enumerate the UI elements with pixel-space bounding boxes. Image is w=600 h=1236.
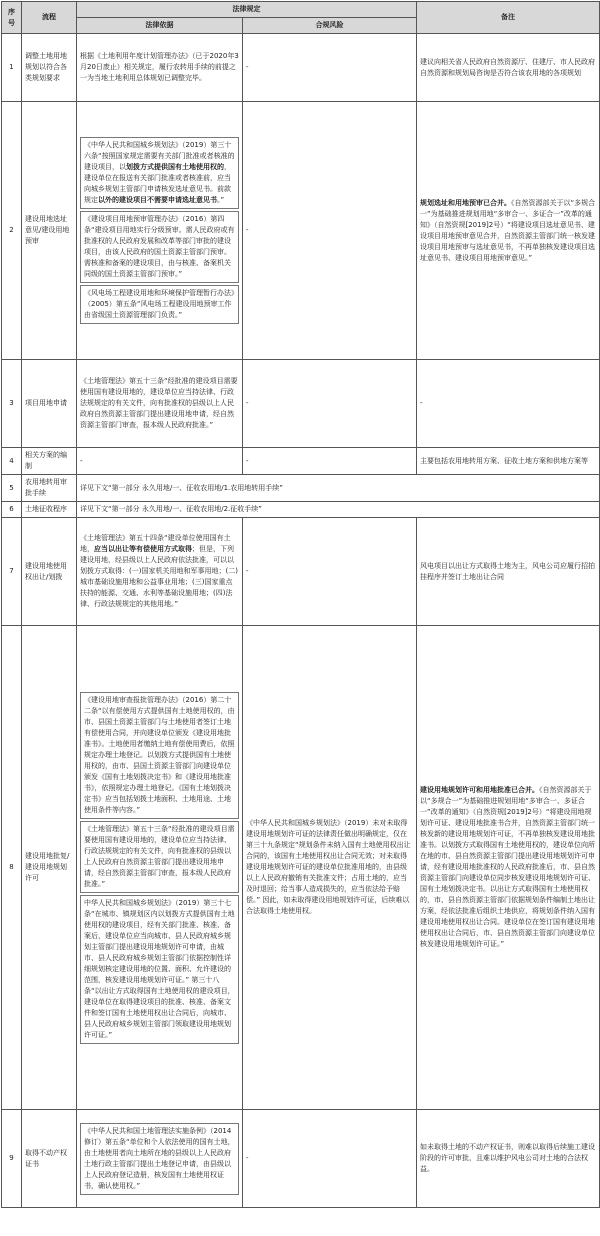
basis-block: 《中华人民共和国城乡规划法》（2019）第三十六条“按照国家规定需要有关部门批准或者核准的建设项目，以划拨方式提供国有土地使用权的，建设单位在报送有关部门批准或者核准前，应当向城乡规划主管部门申请核发选址意见书。前款规定以外的建设项目不需要申请选址意见书。” <box>80 137 239 209</box>
row-basis: 详见下文“第一部分 永久用地/一、征收农用地/1.农用地转用手续” <box>77 475 600 502</box>
row-risk: - <box>243 102 417 360</box>
row-process: 项目用地申请 <box>22 360 77 448</box>
row-process: 建设用地选址意见/建设用地预审 <box>22 102 77 360</box>
basis-block: 中华人民共和国城乡规划法》（2019）第三十七条“在城市、镇规划区内以划拨方式提供国有土地使用权的建设项目，经有关部门批准、核准、备案后，建设单位应当向城市、县人民政府城乡规划主管部门提出建设用地规划许可申请，由城市、县人民政府城乡规划主管部门依据控制性详细规划核定建设用地的位置、面积、允许建设的范围，核发建设用地规划许可证。” 第三十八条“以出让方式取得国有土地使用权的建设项目，建设单位在取得建设项目的批准、核准、备案文件和签订国有土地使用权出让合同后，向城市、县人民政府城乡规划主管部门领取建设用地规划许可证。” <box>80 895 239 1044</box>
row-basis: 《土地管理法》第五十三条“经批准的建设项目需要使用国有建设用地的，建设单位应当持法律、行政法规规定的有关文件，向有批准权的县级以上人民政府自然资源主管部门提出建设用地申请，经自然资源主管部门审查，报本级人民政府批准。” <box>77 360 243 448</box>
row-risk: - <box>243 518 417 626</box>
row-remark: - <box>417 360 600 448</box>
table-row <box>2 102 600 360</box>
row-remark: 风电项目以出让方式取得土地为主，风电公司应履行招拍挂程序并签订土地出让合同 <box>417 518 600 626</box>
row-basis: - <box>77 448 243 475</box>
row-number: 1 <box>2 34 22 102</box>
row-number: 5 <box>2 475 22 502</box>
row-risk: 《中华人民共和国城乡规划法》（2019）未对未取得建设用地规划许可证的法律责任做出明确规定，仅在第三十九条规定“规划条件未纳入国有土地使用权出让合同的，该国有土地使用权出让合同无效；对未取得建设用地规划许可证的建设单位批准用地的，由县级以上人民政府撤销有关批准文件；占用土地的，应当及时退回；给当事人造成损失的，应当依法给予赔偿。” 因此，如未取得建设用地规划许可证，后续难以合法取得土地使用权。 <box>243 626 417 1110</box>
row-number: 3 <box>2 360 22 448</box>
row-number: 7 <box>2 518 22 626</box>
row-number: 8 <box>2 626 22 1110</box>
row-basis: 详见下文“第一部分 永久用地/一、征收农用地/2.征收手续” <box>77 502 600 518</box>
header-basis: 法律依据 <box>77 18 243 34</box>
basis-block: 《中华人民共和国土地管理法实施条例》（2014修订）第五条“单位和个人依法使用的国有土地，由土地使用者向土地所在地的县级以上人民政府土地行政主管部门提出土地登记申请，由县级以上人民政府登记造册，核发国有土地使用权证书，确认使用权。” <box>80 1123 239 1195</box>
row-remark: 规划选址和用地预审已合并。《自然资源部关于以“多规合一”为基础推进规划用地“多审合一、多证合一”改革的通知》（自然资规[2019]2号）“将建设项目选址意见书、建设项目用地预审意见合并，自然资源主管部门统一核发建设项目用地预审与选址意见书，不再单独核发建设项目选址意见书、建设项目用地预审意见。” <box>417 102 600 360</box>
row-process: 调整土地用地规划以符合各类规划要求 <box>22 34 77 102</box>
row-remark: 建设用地规划许可和用地批准已合并。《自然资源部关于以“多规合一”为基础推进规划用地“多审合一、多证合一”改革的通知》（自然资规[2019]2号）“将建设用地规划许可证、建设用地批准书合并，自然资源主管部门统一核发新的建设用地规划许可证，不再单独核发建设用地批准书。以划拨方式取得国有土地使用权的，建设单位向所在地的市、县自然资源主管部门提出建设用地规划许可申请，经有建设用地批准权的人民政府批准后，市、县自然资源主管部门向建设单位同步核发建设用地规划许可证、国有土地划拨决定书。以出让方式取得国有土地使用权的，市、县自然资源主管部门依据规划条件编制土地出让方案，经依法批准后组织土地供应，将规划条件纳入国有建设用地使用权出让合同。建设单位在签订国有建设用地使用权出让合同后，市、县自然资源主管部门向建设单位核发建设用地规划许可证。” <box>417 626 600 1110</box>
row-remark: 主要包括农用地转用方案、征收土地方案和供地方案等 <box>417 448 600 475</box>
row-risk: - <box>243 34 417 102</box>
basis-block: 《风电场工程建设用地和环境保护管理暂行办法》（2005）第五条“风电场工程建设用地预审工作由省级国土资源管理部门负责。” <box>80 285 239 324</box>
row-number: 2 <box>2 102 22 360</box>
row-basis: 根据《土地利用年度计划管理办法》（已于2020年3月20日废止）相关规定，履行农转用手续的前提之一为当地土地利用总体规划已调整完毕。 <box>77 34 243 102</box>
table-row <box>2 518 600 626</box>
table-row <box>2 1110 600 1208</box>
table-row <box>2 626 600 1110</box>
row-remark: 建议向相关省人民政府自然资源厅、住建厅、市人民政府自然资源和规划局咨询是否符合该农用地的各项规划 <box>417 34 600 102</box>
row-process: 建设用地使用权出让/划拨 <box>22 518 77 626</box>
row-basis <box>77 626 243 1110</box>
table-row <box>2 475 600 502</box>
row-basis <box>77 1110 243 1208</box>
row-process: 土地征收程序 <box>22 502 77 518</box>
row-process: 农用地转用审批手续 <box>22 475 77 502</box>
basis-block: 《建设用地审查报批管理办法》（2016）第二十二条“以有偿使用方式提供国有土地使用权的，由市、县国土资源主管部门与土地使用者签订土地有偿使用合同，并向建设单位颁发《建设用地批准书》。土地使用者缴纳土地有偿使用费后，依照规定办理土地登记。以划拨方式提供国有土地使用权的，由市、县国土资源主管部门向建设单位颁发《国有土地划拨决定书》和《建设用地批准书》，依照规定办理土地登记。《国有土地划拨决定书》应当包括划拨土地面积、土地用途、土地使用条件等内容。” <box>80 692 239 819</box>
row-basis: 《土地管理法》第五十四条“建设单位使用国有土地，应当以出让等有偿使用方式取得；但是，下列建设用地，经县级以上人民政府依法批准，可以以划拨方式取得：(一)国家机关用地和军事用地；(二)城市基础设施用地和公益事业用地；(三)国家重点扶持的能源、交通、水利等基础设施用地；(四)法律、行政法规规定的其他用地。” <box>77 518 243 626</box>
row-risk: - <box>243 360 417 448</box>
table-row <box>2 502 600 518</box>
row-risk: - <box>243 448 417 475</box>
row-process: 相关方案的编制 <box>22 448 77 475</box>
header-process: 流程 <box>22 2 77 34</box>
table-row <box>2 448 600 475</box>
row-process: 取得不动产权证书 <box>22 1110 77 1208</box>
header-risk: 合规风险 <box>243 18 417 34</box>
row-risk: - <box>243 1110 417 1208</box>
table-row <box>2 360 600 448</box>
row-basis <box>77 102 243 360</box>
row-number: 9 <box>2 1110 22 1208</box>
legal-compliance-table <box>1 1 600 1208</box>
row-number: 4 <box>2 448 22 475</box>
row-number: 6 <box>2 502 22 518</box>
header-no: 序号 <box>2 2 22 34</box>
header-legal: 法律规定 <box>77 2 417 18</box>
basis-block: 《建设项目用地预审管理办法》（2016）第四条“建设项目用地实行分级预审。需人民政府或有批准权的人民政府发展和改革等部门审批的建设项目，由该人民政府的国土资源主管部门预审。需核准和备案的建设项目，由与核准、备案机关同级的国土资源主管部门预审。” <box>80 211 239 283</box>
row-process: 建设用地批复/建设用地规划许可 <box>22 626 77 1110</box>
header-remark: 备注 <box>417 2 600 34</box>
row-remark: 如未取得土地的不动产权证书，则难以取得后续施工建设阶段的许可审批，且难以维护风电公司对土地的合法权益。 <box>417 1110 600 1208</box>
table-row <box>2 34 600 102</box>
basis-block: 《土地管理法》第五十三条“经批准的建设项目需要使用国有建设用地的，建设单位应当持法律、行政法规规定的有关文件，向有批准权的县级以上人民政府自然资源主管部门提出建设用地申请，经自然资源主管部门审查，报本级人民政府批准。” <box>80 821 239 893</box>
